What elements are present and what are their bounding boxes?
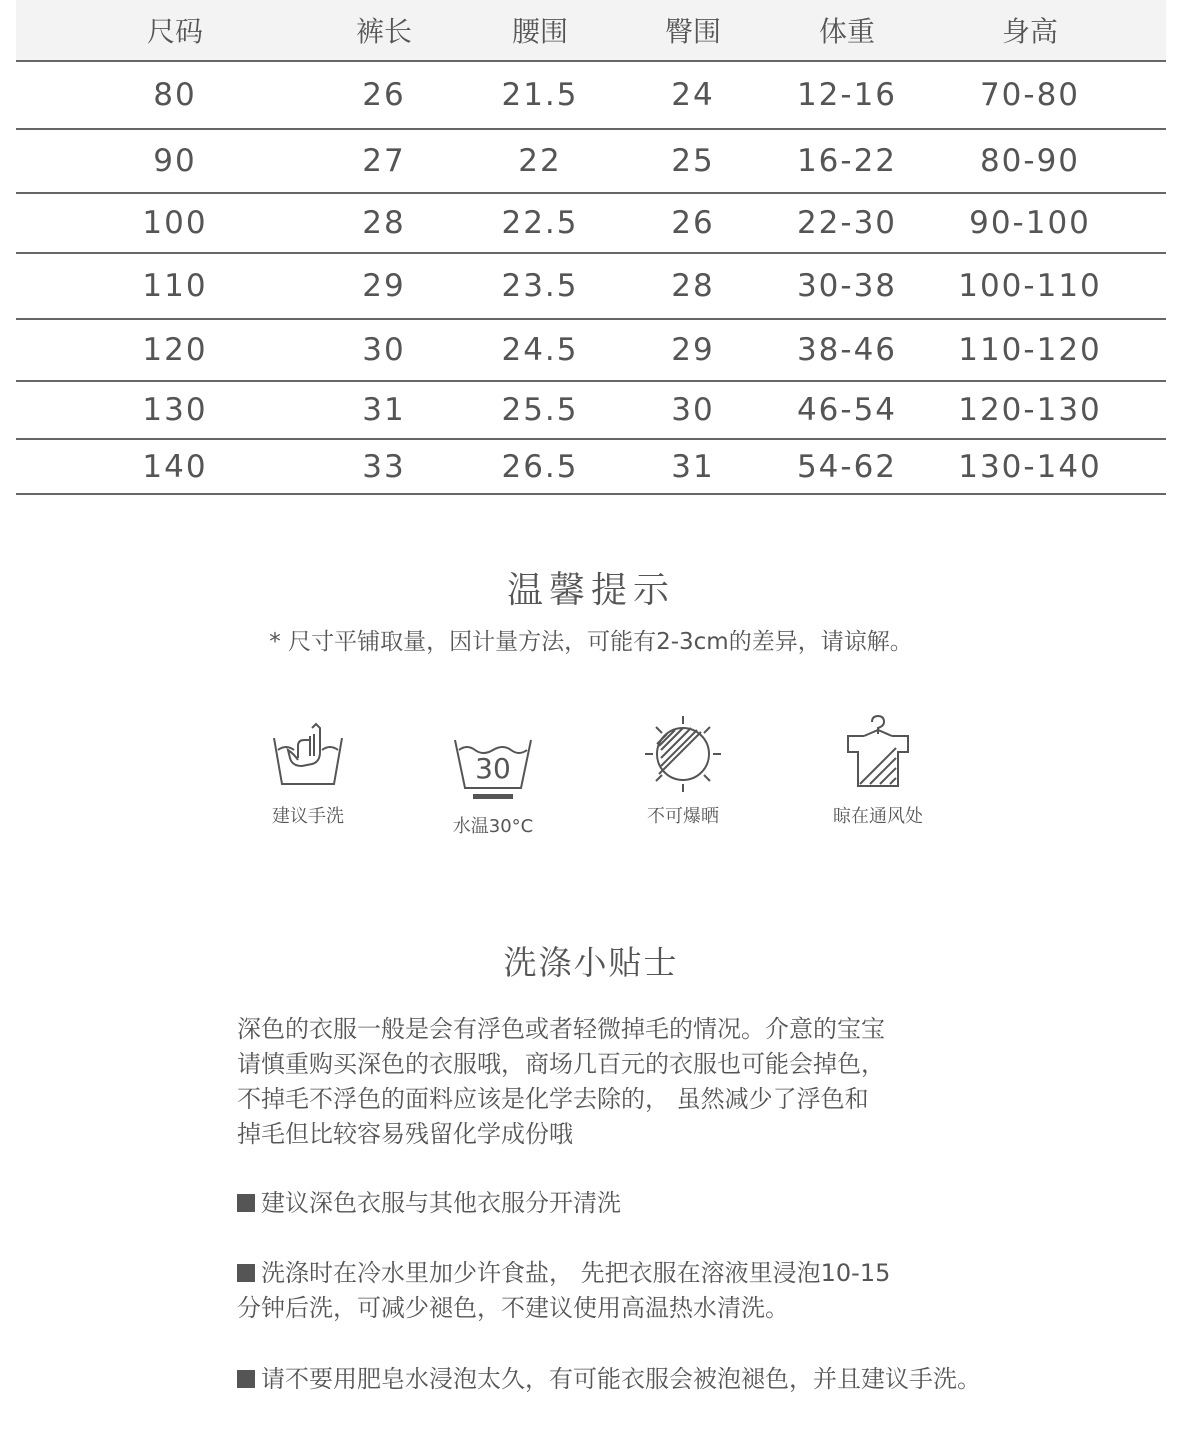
- header-weight: 体重: [818, 15, 876, 48]
- table-row: [16, 130, 1166, 194]
- table-cell: 54-62: [796, 448, 898, 485]
- tips-title: 温馨提示: [506, 570, 675, 611]
- table-cell: 120: [142, 332, 208, 368]
- table-cell: 12-16: [796, 77, 898, 113]
- table-cell: 90-100: [969, 205, 1091, 241]
- bullet-line: 分钟后洗，可减少褪色，不建议使用高温热水清洗。: [237, 1294, 789, 1322]
- table-cell: 130-140: [958, 448, 1102, 485]
- table-cell: 25.5: [501, 392, 579, 428]
- intro-line: 不掉毛不浮色的面料应该是化学去除的， 虽然减少了浮色和: [237, 1085, 869, 1113]
- bullet-text: 建议深色衣服与其他衣服分开清洗: [261, 1189, 621, 1217]
- table-row: [16, 440, 1166, 495]
- hand-wash-icon: [268, 712, 348, 792]
- care-label-shade-dry: 晾在通风处: [833, 806, 923, 827]
- no-sun-dry-icon: [643, 712, 723, 792]
- bullet-text: 洗涤时在冷水里加少许食盐， 先把衣服在溶液里浸泡10-15: [261, 1259, 891, 1287]
- shade-dry-icon: [838, 712, 918, 792]
- table-row: [16, 194, 1166, 254]
- table-cell: 31: [671, 448, 715, 485]
- wash-tip-bullet: [237, 1186, 1097, 1221]
- care-item-shade-dry: [798, 712, 958, 828]
- table-cell: 22-30: [796, 205, 898, 241]
- bullet-square: [237, 1370, 255, 1388]
- wash-tip-bullet: [237, 1362, 1097, 1397]
- header-waist: 腰围: [511, 15, 569, 48]
- table-cell: 24.5: [501, 332, 579, 368]
- intro-line: 深色的衣服一般是会有浮色或者轻微掉毛的情况。介意的宝宝: [237, 1015, 885, 1043]
- header-height: 身高: [1001, 15, 1059, 48]
- table-row: [16, 320, 1166, 382]
- care-item-wash-30: [413, 712, 573, 838]
- table-cell: 28: [362, 205, 406, 241]
- table-cell: 26.5: [501, 448, 579, 485]
- header-hip: 臀围: [664, 15, 722, 48]
- table-cell: 100: [142, 205, 208, 241]
- table-cell: 46-54: [796, 392, 898, 428]
- care-item-hand-wash: [228, 712, 388, 828]
- size-table: [16, 0, 1166, 495]
- bullet-square: [237, 1264, 255, 1282]
- table-cell: 38-46: [796, 332, 898, 368]
- table-cell: 29: [671, 332, 715, 368]
- intro-line: 请慎重购买深色的衣服哦，商场几百元的衣服也可能会掉色，: [237, 1050, 885, 1078]
- table-cell: 30-38: [796, 268, 898, 304]
- table-cell: 33: [362, 448, 406, 485]
- care-label-hand-wash: 建议手洗: [272, 806, 344, 827]
- table-cell: 100-110: [958, 268, 1102, 304]
- table-cell: 90: [153, 143, 197, 179]
- table-cell: 22.5: [501, 205, 579, 241]
- wash-tips-title: 洗涤小贴士: [503, 943, 679, 982]
- table-cell: 70-80: [979, 77, 1081, 113]
- table-cell: 26: [362, 77, 406, 113]
- table-cell: 27: [362, 143, 406, 179]
- table-cell: 30: [671, 392, 715, 428]
- care-label-water-temp: 水温30°C: [452, 816, 534, 837]
- table-row: [16, 382, 1166, 440]
- table-cell: 110: [142, 268, 208, 304]
- table-cell: 25: [671, 143, 715, 179]
- intro-line: 掉毛但比较容易残留化学成份哦: [237, 1120, 573, 1148]
- table-row: [16, 62, 1166, 130]
- wash-30-number: 30: [475, 752, 511, 785]
- table-cell: 140: [142, 448, 208, 485]
- care-item-no-sun: [603, 712, 763, 828]
- table-cell: 21.5: [501, 77, 579, 113]
- table-cell: 120-130: [958, 392, 1102, 428]
- table-cell: 130: [142, 392, 208, 428]
- bullet-line: [237, 1362, 1097, 1397]
- table-cell: 26: [671, 205, 715, 241]
- table-cell: 30: [362, 332, 406, 368]
- table-cell: 23.5: [501, 268, 579, 304]
- table-cell: 29: [362, 268, 406, 304]
- wash-30-icon: [451, 712, 535, 802]
- header-size: 尺码: [146, 15, 204, 48]
- bullet-square: [237, 1194, 255, 1212]
- table-cell: 28: [671, 268, 715, 304]
- table-cell: 31: [362, 392, 406, 428]
- tips-note: * 尺寸平铺取量，因计量方法，可能有2-3cm的差异，请谅解。: [269, 629, 913, 655]
- table-cell: 24: [671, 77, 715, 113]
- header-pants-length: 裤长: [355, 15, 413, 48]
- care-label-no-sun: 不可爆晒: [647, 806, 719, 827]
- table-row: [16, 254, 1166, 320]
- table-header: [16, 0, 1166, 62]
- wash-tip-bullet: [237, 1256, 1097, 1326]
- bullet-line: [237, 1256, 1097, 1291]
- wash-tips-intro: [237, 1012, 1097, 1152]
- table-cell: 22: [518, 143, 562, 179]
- care-icons: [0, 712, 1182, 842]
- bullet-line: [237, 1186, 1097, 1221]
- table-cell: 80: [153, 77, 197, 113]
- table-cell: 80-90: [979, 143, 1081, 179]
- bullet-text: 请不要用肥皂水浸泡太久，有可能衣服会被泡褪色，并且建议手洗。: [261, 1365, 981, 1393]
- table-cell: 110-120: [958, 332, 1102, 368]
- table-cell: 16-22: [796, 143, 898, 179]
